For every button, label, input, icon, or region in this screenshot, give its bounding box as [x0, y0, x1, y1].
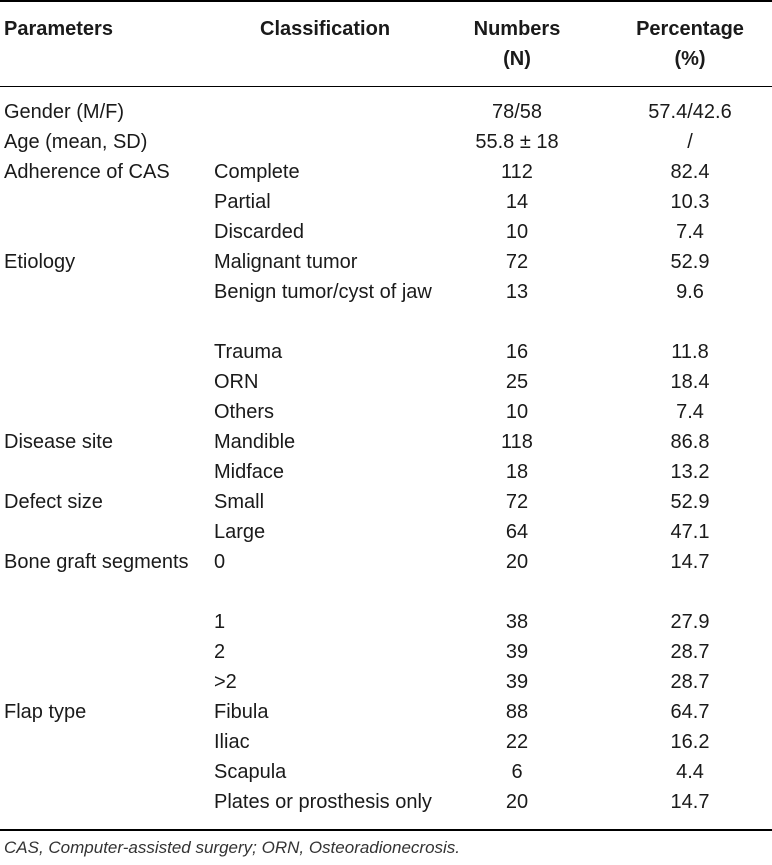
cell-classification: Mandible — [214, 431, 296, 453]
cell-classification: Iliac — [214, 731, 250, 753]
table-row — [0, 427, 772, 457]
cell-percentage: 9.6 — [676, 281, 704, 303]
cell-classification: Midface — [214, 461, 285, 483]
cell-parameter: Defect size — [4, 491, 103, 513]
cell-classification: Malignant tumor — [214, 251, 358, 273]
cell-classification: 1 — [214, 611, 226, 633]
table-row — [0, 247, 772, 277]
cell-number: 112 — [501, 161, 533, 183]
header-classification: Classification — [260, 18, 391, 40]
footnote: CAS, Computer-assisted surgery; ORN, Osteoradionecrosis. — [4, 838, 461, 857]
cell-parameter: Etiology — [4, 251, 76, 273]
cell-number: 16 — [505, 341, 529, 363]
cell-classification: ORN — [214, 371, 259, 393]
header-percentage-line2: (%) — [674, 48, 706, 70]
header-numbers — [452, 14, 582, 74]
header-percentage — [610, 14, 770, 74]
bottom-rule — [0, 829, 772, 831]
table-row — [0, 277, 772, 337]
cell-classification: Benign tumor/cyst of jaw — [214, 281, 432, 303]
cell-number: 22 — [505, 731, 529, 753]
table-row — [0, 607, 772, 637]
cell-number: 10 — [505, 401, 529, 423]
cell-percentage: 16.2 — [670, 731, 710, 753]
header-percentage-line1: Percentage — [636, 18, 744, 40]
cell-percentage: 7.4 — [676, 401, 704, 423]
cell-classification: Large — [214, 521, 266, 543]
cell-number: 72 — [505, 251, 529, 273]
header-numbers-line2: (N) — [503, 48, 531, 70]
header-parameters: Parameters — [4, 18, 113, 40]
cell-percentage: 27.9 — [670, 611, 710, 633]
table-row — [0, 217, 772, 247]
cell-number: 64 — [505, 521, 529, 543]
table-row — [0, 637, 772, 667]
cell-percentage: 52.9 — [670, 491, 710, 513]
cell-classification: Complete — [214, 161, 300, 183]
cell-number: 20 — [505, 551, 529, 573]
cell-classification: >2 — [214, 671, 237, 693]
cell-number: 39 — [505, 671, 529, 693]
cell-parameter: Flap type — [4, 701, 87, 723]
table-row — [0, 367, 772, 397]
cell-percentage: 28.7 — [670, 641, 710, 663]
table-row — [0, 97, 772, 127]
cell-parameter: Adherence of CAS — [4, 161, 170, 183]
table-row — [0, 157, 772, 187]
cell-number: 55.8 ± 18 — [475, 131, 559, 153]
cell-percentage: 4.4 — [676, 761, 704, 783]
cell-percentage: 13.2 — [670, 461, 710, 483]
cell-number: 118 — [501, 431, 533, 453]
cell-classification: Plates or prosthesis only — [214, 791, 432, 813]
cell-percentage: 18.4 — [670, 371, 710, 393]
cell-number: 78/58 — [491, 101, 543, 123]
cell-percentage: 11.8 — [671, 341, 709, 363]
cell-number: 20 — [505, 791, 529, 813]
cell-number: 14 — [505, 191, 529, 213]
cell-percentage: 64.7 — [670, 701, 710, 723]
table-body — [0, 97, 772, 817]
table-row — [0, 337, 772, 367]
table-row — [0, 127, 772, 157]
cell-classification: Others — [214, 401, 275, 423]
cell-percentage: 14.7 — [670, 551, 710, 573]
cell-percentage: / — [687, 131, 693, 153]
cell-classification: Scapula — [214, 761, 287, 783]
cell-percentage: 28.7 — [670, 671, 710, 693]
table-row — [0, 697, 772, 727]
cell-number: 39 — [505, 641, 529, 663]
table-row — [0, 727, 772, 757]
cell-parameter: Age (mean, SD) — [4, 131, 148, 153]
cell-percentage: 7.4 — [676, 221, 704, 243]
cell-percentage: 57.4/42.6 — [648, 101, 732, 123]
table-row — [0, 517, 772, 547]
table-row — [0, 397, 772, 427]
cell-classification: Trauma — [214, 341, 283, 363]
cell-number: 72 — [505, 491, 529, 513]
cell-classification: 0 — [214, 551, 226, 573]
cell-parameter: Bone graft segments — [4, 551, 189, 573]
table-row — [0, 457, 772, 487]
table-row — [0, 667, 772, 697]
cell-percentage: 86.8 — [670, 431, 710, 453]
cell-percentage: 14.7 — [670, 791, 710, 813]
cell-classification: Fibula — [214, 701, 269, 723]
cell-number: 13 — [505, 281, 529, 303]
cell-number: 10 — [505, 221, 529, 243]
header-numbers-line1: Numbers — [473, 18, 561, 40]
table-row — [0, 487, 772, 517]
cell-percentage: 47.1 — [670, 521, 710, 543]
cell-percentage: 52.9 — [670, 251, 710, 273]
table-row — [0, 187, 772, 217]
table-row — [0, 757, 772, 787]
header-rule — [0, 86, 772, 87]
cell-parameter: Disease site — [4, 431, 113, 453]
cell-number: 38 — [505, 611, 529, 633]
cell-number: 25 — [505, 371, 529, 393]
table-row — [0, 787, 772, 817]
cell-number: 6 — [511, 761, 523, 783]
cell-number: 18 — [505, 461, 529, 483]
table-row — [0, 547, 772, 607]
cell-classification: 2 — [214, 641, 226, 663]
cell-number: 88 — [505, 701, 529, 723]
cell-percentage: 10.3 — [670, 191, 710, 213]
cell-classification: Discarded — [214, 221, 305, 243]
table-header — [0, 0, 772, 86]
cell-parameter: Gender (M/F) — [4, 101, 125, 123]
cell-classification: Small — [214, 491, 265, 513]
cell-classification: Partial — [214, 191, 271, 213]
cell-percentage: 82.4 — [670, 161, 710, 183]
